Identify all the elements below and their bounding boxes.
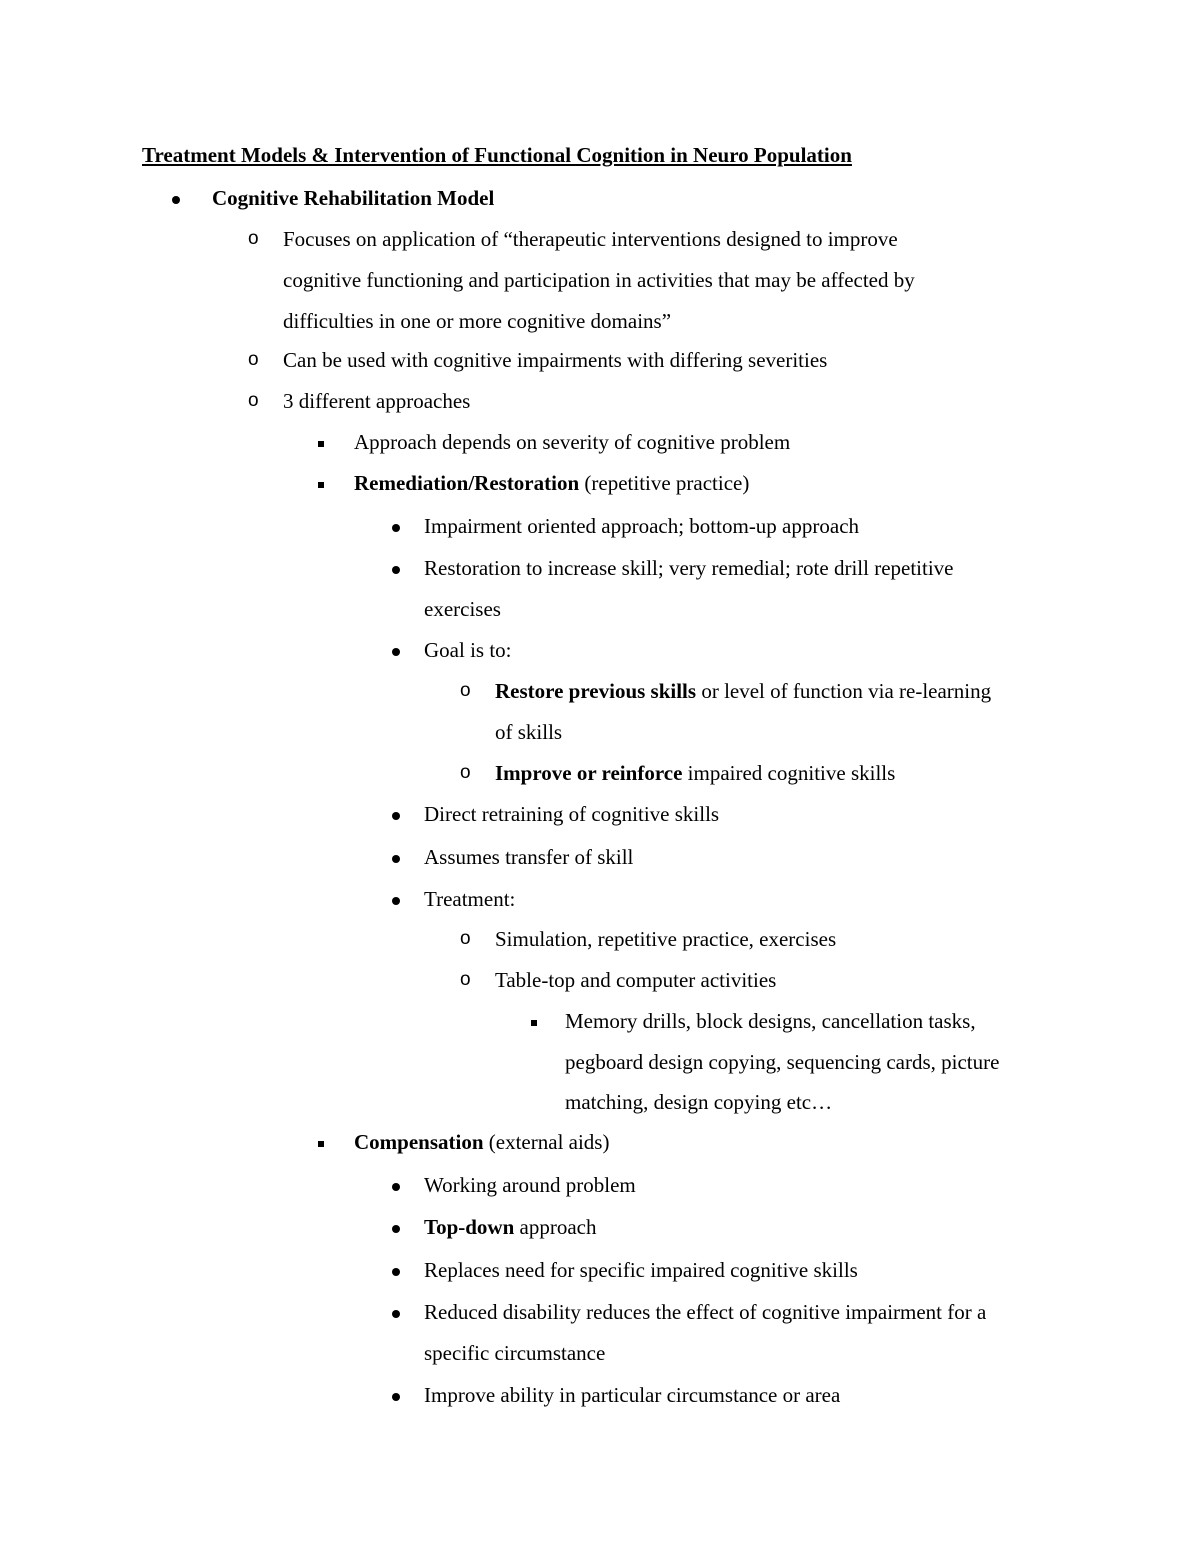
reduced-line-1: Reduced disability reduces the effect of cognitive impairment for a bbox=[424, 1300, 987, 1324]
bullet-dot bbox=[392, 1170, 400, 1200]
restore-item bbox=[495, 676, 991, 706]
compensation-note: (external aids) bbox=[483, 1130, 610, 1154]
bullet-dot bbox=[392, 553, 400, 583]
compensation-item bbox=[354, 1127, 609, 1157]
focus-line-2: cognitive functioning and participation in activities that may be affected by bbox=[283, 268, 915, 292]
bullet-circle: o bbox=[460, 680, 471, 701]
memory-line-1: Memory drills, block designs, cancellation tasks, bbox=[565, 1009, 976, 1033]
topdown-bold: Top-down bbox=[424, 1215, 515, 1239]
bullet-circle: o bbox=[248, 349, 259, 370]
restore-rest: or level of function via re-learning bbox=[696, 679, 992, 703]
bullet-dot bbox=[172, 183, 180, 213]
bullet-dot bbox=[392, 511, 400, 541]
improve-ability-item: Improve ability in particular circumstance or area bbox=[424, 1383, 841, 1407]
treatment-item: Treatment: bbox=[424, 887, 516, 911]
page-title: Treatment Models & Intervention of Functional Cognition in Neuro Population bbox=[142, 143, 852, 167]
bullet-circle: o bbox=[460, 969, 471, 990]
bullet-dot bbox=[392, 1212, 400, 1242]
bullet-square bbox=[318, 1127, 324, 1157]
bullet-dot bbox=[392, 884, 400, 914]
remediation-label: Remediation/Restoration bbox=[354, 471, 580, 495]
remediation-note: (repetitive practice) bbox=[579, 471, 750, 495]
memory-line-3: matching, design copying etc… bbox=[565, 1090, 833, 1114]
bullet-circle: o bbox=[248, 228, 259, 249]
approach-depends-item: Approach depends on severity of cognitive problem bbox=[354, 430, 791, 454]
direct-item: Direct retraining of cognitive skills bbox=[424, 802, 720, 826]
restore-line-2: of skills bbox=[495, 720, 563, 744]
working-item: Working around problem bbox=[424, 1173, 636, 1197]
improve-item bbox=[495, 758, 895, 788]
focus-line-1: Focuses on application of “therapeutic interventions designed to improve bbox=[283, 227, 898, 251]
bullet-dot bbox=[392, 1297, 400, 1327]
bullet-dot bbox=[392, 842, 400, 872]
memory-line-2: pegboard design copying, sequencing cards, picture bbox=[565, 1050, 1000, 1074]
approaches-item: 3 different approaches bbox=[283, 389, 471, 413]
improve-bold: Improve or reinforce bbox=[495, 761, 683, 785]
topdown-item bbox=[424, 1212, 597, 1242]
restoration-line-2: exercises bbox=[424, 597, 501, 621]
severity-item: Can be used with cognitive impairments with differing severities bbox=[283, 348, 828, 372]
bullet-circle: o bbox=[460, 928, 471, 949]
restoration-line-1: Restoration to increase skill; very remedial; rote drill repetitive bbox=[424, 556, 954, 580]
improve-rest: impaired cognitive skills bbox=[682, 761, 896, 785]
bullet-square bbox=[318, 468, 324, 498]
bullet-dot bbox=[392, 1255, 400, 1285]
goal-item: Goal is to: bbox=[424, 638, 512, 662]
simulation-item: Simulation, repetitive practice, exercises bbox=[495, 927, 837, 951]
reduced-line-2: specific circumstance bbox=[424, 1341, 606, 1365]
compensation-label: Compensation bbox=[354, 1130, 484, 1154]
bullet-circle: o bbox=[460, 762, 471, 783]
bullet-dot bbox=[392, 635, 400, 665]
topdown-rest: approach bbox=[514, 1215, 597, 1239]
replaces-item: Replaces need for specific impaired cognitive skills bbox=[424, 1258, 858, 1282]
remediation-item bbox=[354, 468, 749, 498]
bullet-circle: o bbox=[248, 390, 259, 411]
impairment-item: Impairment oriented approach; bottom-up approach bbox=[424, 514, 860, 538]
assumes-item: Assumes transfer of skill bbox=[424, 845, 634, 869]
bullet-square bbox=[531, 1006, 537, 1036]
tabletop-item: Table-top and computer activities bbox=[495, 968, 777, 992]
bullet-dot bbox=[392, 1380, 400, 1410]
focus-line-3: difficulties in one or more cognitive domains” bbox=[283, 309, 672, 333]
model-heading: Cognitive Rehabilitation Model bbox=[212, 186, 495, 210]
restore-bold: Restore previous skills bbox=[495, 679, 697, 703]
bullet-dot bbox=[392, 799, 400, 829]
bullet-square bbox=[318, 427, 324, 457]
